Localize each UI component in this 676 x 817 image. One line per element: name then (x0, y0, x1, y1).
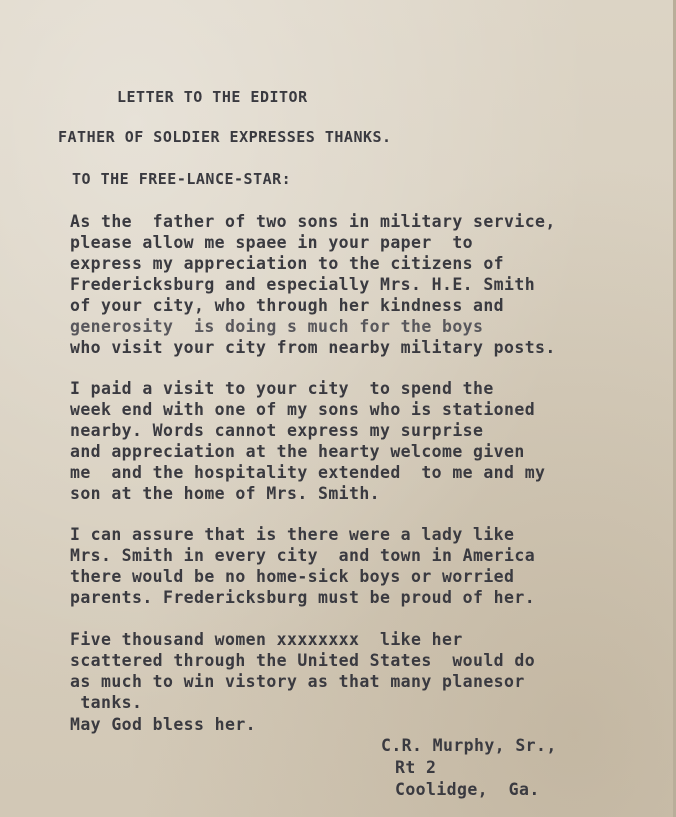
signature-name: C.R. Murphy, Sr., (381, 736, 557, 755)
paragraph-line: As the father of two sons in military service, (70, 212, 556, 231)
paragraph-line: and appreciation at the hearty welcome given (70, 442, 525, 461)
paragraph-line: I can assure that is there were a lady like (70, 525, 515, 544)
paragraph-line: Mrs. Smith in every city and town in America (70, 546, 536, 565)
paragraph-line: nearby. Words cannot express my surprise (70, 421, 484, 440)
paragraph-line: Fredericksburg and especially Mrs. H.E. Smith (70, 275, 536, 294)
paragraph-line: who visit your city from nearby military posts. (70, 338, 556, 357)
letter-salutation: TO THE FREE-LANCE-STAR: (72, 170, 292, 188)
paragraph-line: parents. Fredericksburg must be proud of her. (70, 588, 536, 607)
paragraph-line: Five thousand women xxxxxxxx like her (70, 630, 463, 649)
paragraph-line: week end with one of my sons who is stationed (70, 400, 536, 419)
paragraph-3 (70, 525, 535, 609)
paragraph-line: tanks. (70, 693, 143, 712)
paragraph-line: I paid a visit to your city to spend the (70, 379, 494, 398)
paragraph-line: please allow me spaee in your paper to (70, 233, 474, 252)
paragraph-line: son at the home of Mrs. Smith. (70, 484, 381, 503)
paragraph-line: scattered through the United States would do (70, 651, 536, 670)
paragraph-line: me and the hospitality extended to me and my (70, 463, 546, 482)
closing-line: May God bless her. (70, 715, 257, 734)
signature-town: Coolidge, Ga. (395, 780, 540, 799)
letter-closing (70, 715, 256, 736)
paragraph-line: as much to win vistory as that many planesor (70, 672, 525, 691)
paragraph-4 (70, 630, 535, 714)
paragraph-1 (70, 212, 556, 359)
letter-heading: FATHER OF SOLDIER EXPRESSES THANKS. (58, 128, 392, 146)
letter-title: LETTER TO THE EDITOR (117, 88, 308, 106)
paragraph-2 (70, 379, 545, 505)
paragraph-line: there would be no home-sick boys or worried (70, 567, 515, 586)
signature-route: Rt 2 (395, 758, 437, 777)
paragraph-line: generosity is doing s much for the boys (70, 317, 484, 336)
paragraph-line: of your city, who through her kindness and (70, 296, 505, 315)
signature-block (381, 736, 557, 802)
paragraph-line: express my appreciation to the citizens of (70, 254, 505, 273)
